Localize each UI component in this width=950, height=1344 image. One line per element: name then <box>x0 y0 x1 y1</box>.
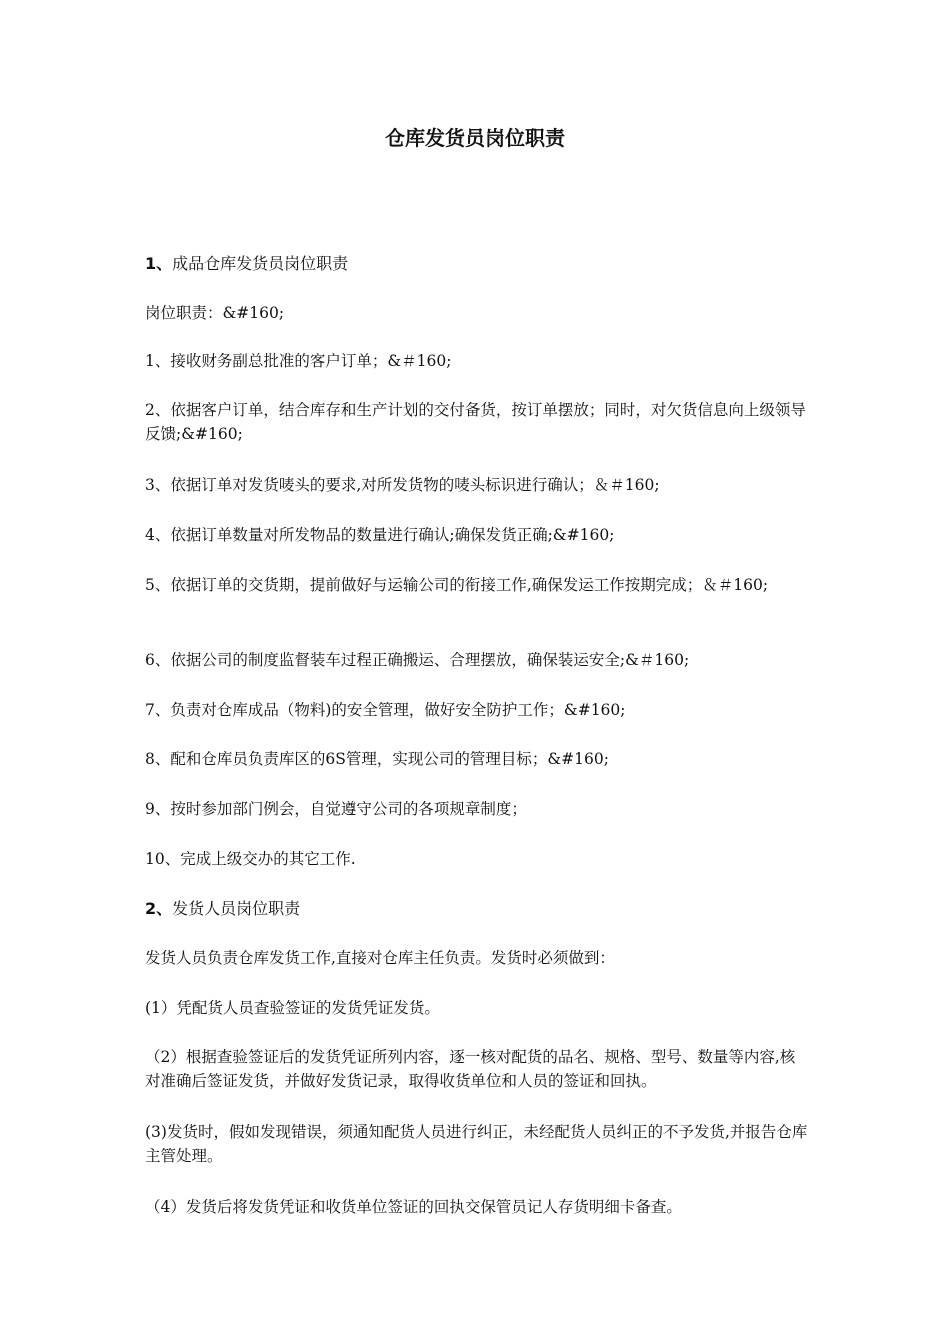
paragraph: 5、依据订单的交货期，提前做好与运输公司的衔接工作,确保发运工作按期完成；＆＃160; <box>145 576 769 594</box>
paragraph: 岗位职责：&#160; <box>145 304 285 322</box>
paragraph: 2、依据客户订单，结合库存和生产计划的交付备货，按订单摆放；同时，对欠货信息向上级领导反馈;&#160; <box>145 401 806 443</box>
section-1-title: 成品仓库发货员岗位职责 <box>172 254 349 273</box>
paragraph: (1）凭配货人员查验签证的发货凭证发货。 <box>145 999 440 1017</box>
section-2-heading <box>145 897 810 921</box>
paragraph: 7、负责对仓库成品（物料)的安全管理，做好安全防护工作；&#160; <box>145 701 626 719</box>
document-title: 仓库发货员岗位职责 <box>385 126 565 150</box>
paragraph: 4、依据订单数量对所发物品的数量进行确认;确保发货正确;&#160; <box>145 526 615 544</box>
paragraph: （4）发货后将发货凭证和收货单位签证的回执交保管员记人存货明细卡备查。 <box>145 1198 682 1216</box>
paragraph: （2）根据查验签证后的发货凭证所列内容，逐一核对配货的品名、规格、型号、数量等内容,核对准确后签证发货，并做好发货记录，取得收货单位和人员的签证和回执。 <box>145 1048 796 1090</box>
paragraph: 发货人员负责仓库发货工作,直接对仓库主任负责。发货时必须做到： <box>145 949 615 967</box>
paragraph: 3、依据订单对发货唛头的要求,对所发货物的唛头标识进行确认；＆＃160; <box>145 476 660 494</box>
paragraph: 6、依据公司的制度监督装车过程正确搬运、合理摆放，确保装运安全;&＃160; <box>145 651 690 669</box>
section-1-heading <box>145 252 810 276</box>
section-1-number: 1、 <box>145 254 173 273</box>
paragraph: 1、接收财务副总批准的客户订单；&＃160; <box>145 352 452 370</box>
paragraph: 8、配和仓库员负责库区的6S管理，实现公司的管理目标；&#160; <box>145 750 609 768</box>
section-2-title: 发货人员岗位职责 <box>172 899 301 918</box>
paragraph: 9、按时参加部门例会，自觉遵守公司的各项规章制度； <box>145 800 527 818</box>
section-2-number: 2、 <box>145 899 173 918</box>
paragraph: 10、完成上级交办的其它工作. <box>145 850 356 868</box>
paragraph: (3)发货时，假如发现错误，须通知配货人员进行纠正，未经配货人员纠正的不予发货,并报告仓库主管处理。 <box>145 1123 808 1165</box>
